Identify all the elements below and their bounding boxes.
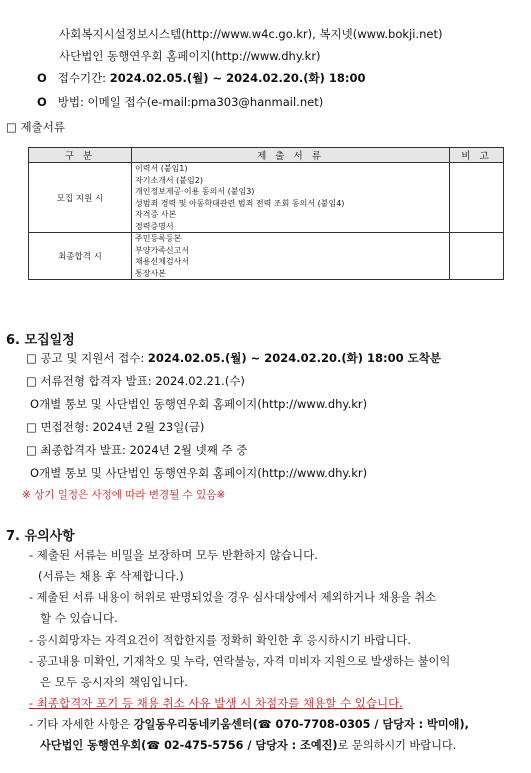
apply-site-line-2: 사단법인 동행연우회 홈페이지(http://www.dhy.kr) [59, 49, 321, 63]
note-6-cont [40, 737, 456, 753]
note-2-cont: 할 수 있습니다. [40, 611, 118, 625]
note-4: - 공고내용 미확인, 기재착오 및 누락, 연락불능, 자격 미비자 지원으로 발생하는 불이익 [29, 655, 451, 668]
list-item: 자기소개서 (붙임2) [135, 175, 203, 185]
note-6-contact-1: 강일동우리동네키움센터(☎ 070-7708-0305 / 담당자 : 박미애), [133, 718, 469, 731]
method-line [37, 94, 323, 110]
row-items [132, 233, 450, 280]
list-item: 이력서 (붙임1) [135, 164, 188, 173]
note-1-sub: (서류는 채용 후 삭제합니다.) [38, 569, 184, 583]
note-6-contact-2: 사단법인 동행연우회(☎ 02-475-5756 / 담당자 : 조예진) [40, 739, 338, 752]
note-2: - 제출된 서류 내용이 허위로 판명되었을 경우 심사대상에서 제외하거나 채용을 취소 [29, 591, 437, 604]
header-documents: 제 출 서 류 [132, 148, 450, 163]
list-item: 통장사본 [135, 268, 166, 278]
list-item: 부양가족신고서 [135, 245, 190, 255]
documents-table [28, 147, 504, 280]
note-6-suffix: 로 문의하시기 바랍니다. [337, 739, 457, 752]
list-item: 채용신체검사서 [135, 257, 190, 266]
note-1: - 제출된 서류는 비밀을 보장하며 모두 반환하지 않습니다. [29, 548, 318, 562]
header-category: 구 분 [29, 148, 132, 163]
docs-heading: □ 제출서류 [6, 120, 65, 134]
note-6-prefix: - 기타 자세한 사항은 [29, 718, 131, 731]
schedule-line-1 [26, 350, 441, 366]
period-value: 2024.02.05.(월) ~ 2024.02.20.(화) 18:00 [109, 71, 366, 85]
row-note [450, 233, 504, 280]
table-row [29, 233, 504, 280]
apply-site-line-1: 사회복지시설정보시스템(http://www.w4c.go.kr), 복지넷(www.bokji.net) [59, 27, 443, 41]
schedule-line-1-prefix: □ 공고 및 지원서 접수: [26, 351, 145, 365]
schedule-line-1-value: 2024.02.05.(월) ~ 2024.02.20.(화) 18:00 도착분 [147, 351, 441, 365]
row-category: 최종합격 시 [29, 233, 132, 280]
schedule-line-6: O개별 통보 및 사단법인 동행연우회 홈페이지(http://www.dhy.kr) [30, 466, 368, 480]
row-category: 모집 지원 시 [29, 163, 132, 233]
row-items [132, 163, 450, 233]
list-item: 자격증 사본 [135, 210, 177, 219]
table-header-row [29, 148, 504, 163]
list-item: 성범죄 경력 및 아동학대관련 범죄 전력 조회 동의서 (붙임4) [135, 198, 345, 208]
list-item: 경력증명서 [135, 221, 174, 231]
header-notes: 비 고 [450, 148, 504, 163]
schedule-line-2: □ 서류전형 합격자 발표: 2024.02.21.(수) [26, 374, 245, 388]
list-item: 개인정보제공·이용 동의서 (붙임3) [135, 187, 255, 196]
notes-heading: 7. 유의사항 [6, 529, 75, 544]
row-note [450, 163, 504, 233]
period-line [37, 70, 365, 86]
list-item: 주민등록등본 [135, 234, 182, 243]
schedule-line-5: □ 최종합격자 발표: 2024년 2월 넷째 주 중 [26, 443, 248, 457]
schedule-heading: 6. 모집일정 [6, 333, 75, 348]
circle-bullet: O [37, 71, 47, 85]
schedule-notice: ※ 상기 일정은 사정에 따라 변경될 수 있음※ [22, 489, 226, 501]
schedule-line-4: □ 면접전형: 2024년 2월 23일(금) [26, 420, 205, 434]
note-6 [29, 716, 469, 732]
note-4-cont: 은 모두 응시자의 책임입니다. [40, 675, 188, 689]
table-row [29, 163, 504, 233]
note-5: - 최종합격자 포기 등 채용 취소 사유 발생 시 차점자를 채용할 수 있습니다. [29, 696, 403, 710]
period-label: 접수기간: [57, 71, 107, 85]
circle-bullet: O [37, 95, 47, 109]
note-3: - 응시희망자는 자격요건이 적합한지를 정확히 확인한 후 응시하시기 바랍니다. [29, 634, 411, 647]
method-text: 방법: 이메일 접수(e-mail:pma303@hanmail.net) [57, 95, 324, 109]
schedule-line-3: O개별 통보 및 사단법인 동행연우회 홈페이지(http://www.dhy.kr) [30, 397, 368, 411]
